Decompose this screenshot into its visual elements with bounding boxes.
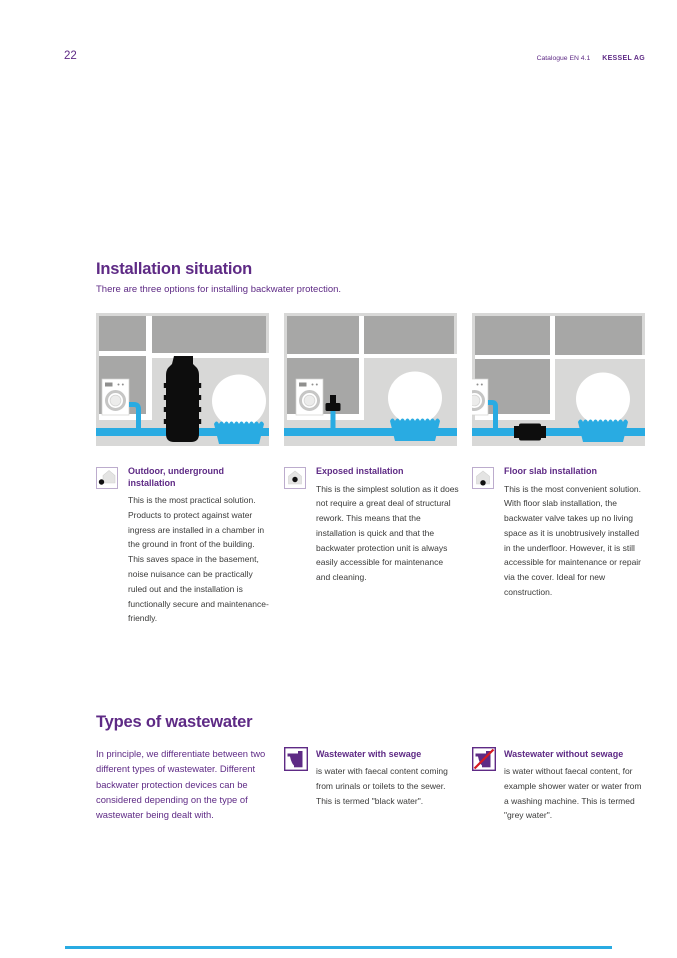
catalogue-label: Catalogue EN 4.1: [536, 55, 591, 62]
option-body: This is the most convenient solution. With floor slab installation, the backwater valve takes up no living space as it is unobtrusively installed in the underfloor. However, it is still accessible for maintenance or repair via the cover. Ideal for new construction.: [504, 483, 642, 598]
bush-and-basin: [576, 373, 630, 443]
toilet-crossed-icon: [472, 747, 496, 771]
option-heading: Outdoor, underground installation: [128, 466, 224, 488]
wastewater-with-sewage: [284, 747, 464, 808]
inline-backwater-valve: [514, 424, 546, 441]
option-exposed: [284, 466, 462, 585]
washing-machine: [472, 379, 488, 415]
brand-logo: KESSEL AG: [602, 55, 645, 62]
wall-tile: [475, 316, 550, 355]
wastewater-without-sewage: [472, 747, 652, 823]
option-outdoor-underground: [96, 466, 274, 626]
wall-tile: [152, 316, 266, 353]
option-floor-slab: [472, 466, 650, 600]
washing-machine: [102, 379, 129, 415]
footer-rule: [65, 946, 612, 949]
option-heading: Exposed installation: [316, 466, 404, 476]
house-floor-dot-icon: [472, 467, 494, 489]
bush-and-basin: [212, 375, 266, 445]
house-underground-dot-icon: [96, 467, 118, 489]
option-body: This is the simplest solution as it does not require a great deal of structural rework. This means that the installation is quick and that the backwater protection unit is always easily accessible for maintenance and cleaning.: [316, 483, 459, 583]
wastewater-type-heading: Wastewater with sewage: [316, 749, 422, 759]
header-right: [537, 55, 645, 62]
house-indoor-dot-icon: [284, 467, 306, 489]
installation-subtitle: There are three options for installing backwater protection.: [96, 284, 342, 295]
washing-machine: [296, 379, 323, 415]
illustration-exposed: [284, 313, 457, 446]
illustration-outdoor-underground: [96, 313, 269, 446]
wall-tile: [364, 316, 454, 354]
bush-and-basin: [388, 372, 442, 442]
wall-tile: [287, 316, 359, 354]
option-body: This is the most practical solution. Products to protect against water ingress are installed in a chamber in the ground in front of the building. This saves space in the basement, noise nuisance can be practically ruled out and the installation is functionally secure and maintenance-friendly.: [128, 495, 269, 624]
wastewater-type-body: is water without faecal content, for example shower water or water from a washing machine. This is termed "grey water".: [504, 766, 642, 821]
wall-tile: [99, 316, 146, 351]
option-heading: Floor slab installation: [504, 466, 598, 476]
installation-title: Installation situation: [96, 260, 253, 278]
wall-tile: [555, 316, 642, 355]
wastewater-type-heading: Wastewater without sewage: [504, 749, 624, 759]
illustration-floor-slab: [472, 313, 645, 446]
underground-chamber: [164, 356, 201, 442]
wastewater-title: Types of wastewater: [96, 713, 253, 731]
toilet-icon: [284, 747, 308, 771]
page-number: 22: [64, 50, 77, 62]
wastewater-section-header: [96, 713, 396, 732]
wastewater-intro: In principle, we differentiate between two different types of wastewater. Different backwater protection devices can be considered depending on the type of wastewater being dealt with.: [96, 748, 266, 821]
installation-section-header: [96, 260, 636, 295]
wastewater-type-body: is water with faecal content coming from urinals or toilets to the sewer. This is termed "black water".: [316, 766, 448, 806]
